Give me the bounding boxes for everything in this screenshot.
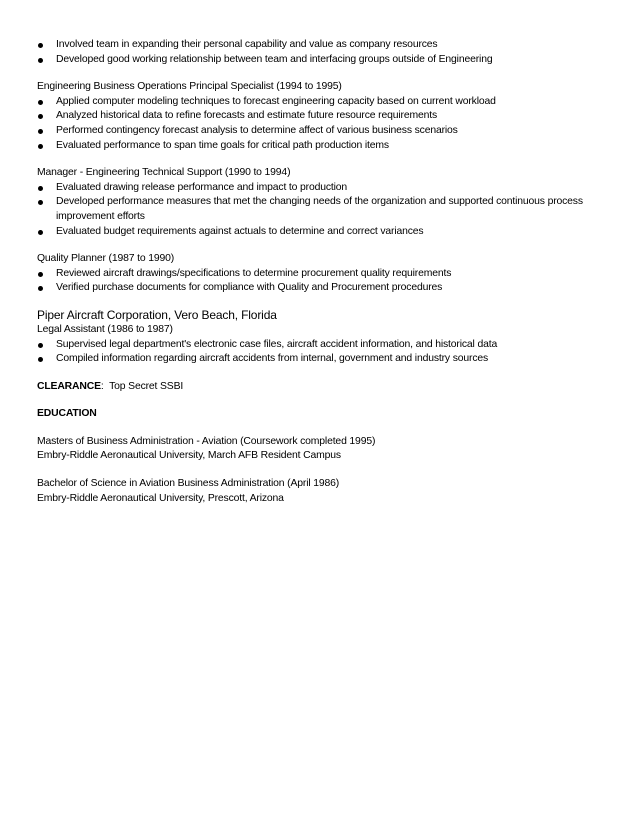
bullet-icon xyxy=(38,144,43,149)
bullet-text: Developed good working relationship between team and interfacing groups outside of Engineering xyxy=(56,53,493,65)
bullet-icon xyxy=(38,230,43,235)
degree-title: Bachelor of Science in Aviation Business Administration (April 1986) xyxy=(37,478,340,490)
intro-bullet-list xyxy=(37,38,597,67)
education-heading: EDUCATION xyxy=(37,408,97,420)
bullet-item xyxy=(37,338,597,353)
role-title: Engineering Business Operations Principal Specialist (1994 to 1995) xyxy=(37,81,342,93)
bullet-text: Supervised legal department's electronic case files, aircraft accident information, and historical data xyxy=(56,338,498,350)
spacer xyxy=(37,422,597,435)
role-title: Legal Assistant (1986 to 1987) xyxy=(37,323,173,335)
bullet-item xyxy=(37,267,597,282)
role-title: Quality Planner (1987 to 1990) xyxy=(37,253,175,265)
bullet-icon xyxy=(38,58,43,63)
bullet-icon xyxy=(38,114,43,119)
bullet-icon xyxy=(38,43,43,48)
bullet-item xyxy=(37,53,597,68)
bullet-item xyxy=(37,181,597,196)
clearance-value: Top Secret SSBI xyxy=(109,380,184,392)
bullet-text: Analyzed historical data to refine forecasts and estimate future resource requirements xyxy=(56,110,437,122)
role-title: Manager - Engineering Technical Support (1990 to 1994) xyxy=(37,167,291,179)
bullet-icon xyxy=(38,200,43,205)
spacer xyxy=(37,394,597,407)
bullet-icon xyxy=(38,100,43,105)
clearance-line xyxy=(37,380,597,395)
bullet-item xyxy=(37,95,597,110)
bullet-item xyxy=(37,352,597,367)
spacer xyxy=(37,296,597,307)
school-name: Embry-Riddle Aeronautical University, March AFB Resident Campus xyxy=(37,450,341,462)
spacer xyxy=(37,367,597,380)
bullet-item xyxy=(37,124,597,139)
degree-title: Masters of Business Administration - Aviation (Coursework completed 1995) xyxy=(37,435,376,447)
school-name: Embry-Riddle Aeronautical University, Prescott, Arizona xyxy=(37,492,284,504)
bullet-text: Evaluated performance to span time goals for critical path production items xyxy=(56,139,389,151)
bullet-text: Evaluated drawing release performance and impact to production xyxy=(56,181,348,193)
bullet-text: Compiled information regarding aircraft accidents from internal, government and industry sources xyxy=(56,353,489,365)
bullet-icon xyxy=(38,343,43,348)
bullet-icon xyxy=(38,286,43,291)
bullet-item xyxy=(37,38,597,53)
employer-name: Piper Aircraft Corporation, Vero Beach, Florida xyxy=(37,307,277,322)
role-bullet-list xyxy=(37,267,597,296)
bullet-icon xyxy=(38,357,43,362)
resume-content xyxy=(37,38,597,506)
bullet-item xyxy=(37,195,597,224)
spacer xyxy=(37,153,597,166)
bullet-icon xyxy=(38,129,43,134)
bullet-item xyxy=(37,109,597,124)
bullet-text: Evaluated budget requirements against actuals to determine and correct variances xyxy=(56,225,424,237)
bullet-text: Applied computer modeling techniques to forecast engineering capacity based on current workload xyxy=(56,95,496,107)
role-bullet-list xyxy=(37,338,597,367)
bullet-text: Performed contingency forecast analysis to determine affect of various business scenarios xyxy=(56,124,458,136)
clearance-separator: : xyxy=(100,380,104,392)
bullet-icon xyxy=(38,186,43,191)
spacer xyxy=(37,67,597,80)
bullet-text: Involved team in expanding their personal capability and value as company resources xyxy=(56,39,438,50)
role-bullet-list xyxy=(37,181,597,239)
bullet-icon xyxy=(38,272,43,277)
bullet-item xyxy=(37,139,597,154)
role-bullet-list xyxy=(37,95,597,153)
bullet-item xyxy=(37,281,597,296)
bullet-text: Verified purchase documents for compliance with Quality and Procurement procedures xyxy=(56,282,443,294)
bullet-text: Developed performance measures that met the changing needs of the organization and supported continuous process improvement efforts xyxy=(56,196,583,222)
bullet-text: Reviewed aircraft drawings/specifications to determine procurement quality requirements xyxy=(56,267,452,279)
spacer xyxy=(37,464,597,477)
clearance-label: CLEARANCE xyxy=(37,380,101,392)
spacer xyxy=(37,239,597,252)
bullet-item xyxy=(37,225,597,240)
